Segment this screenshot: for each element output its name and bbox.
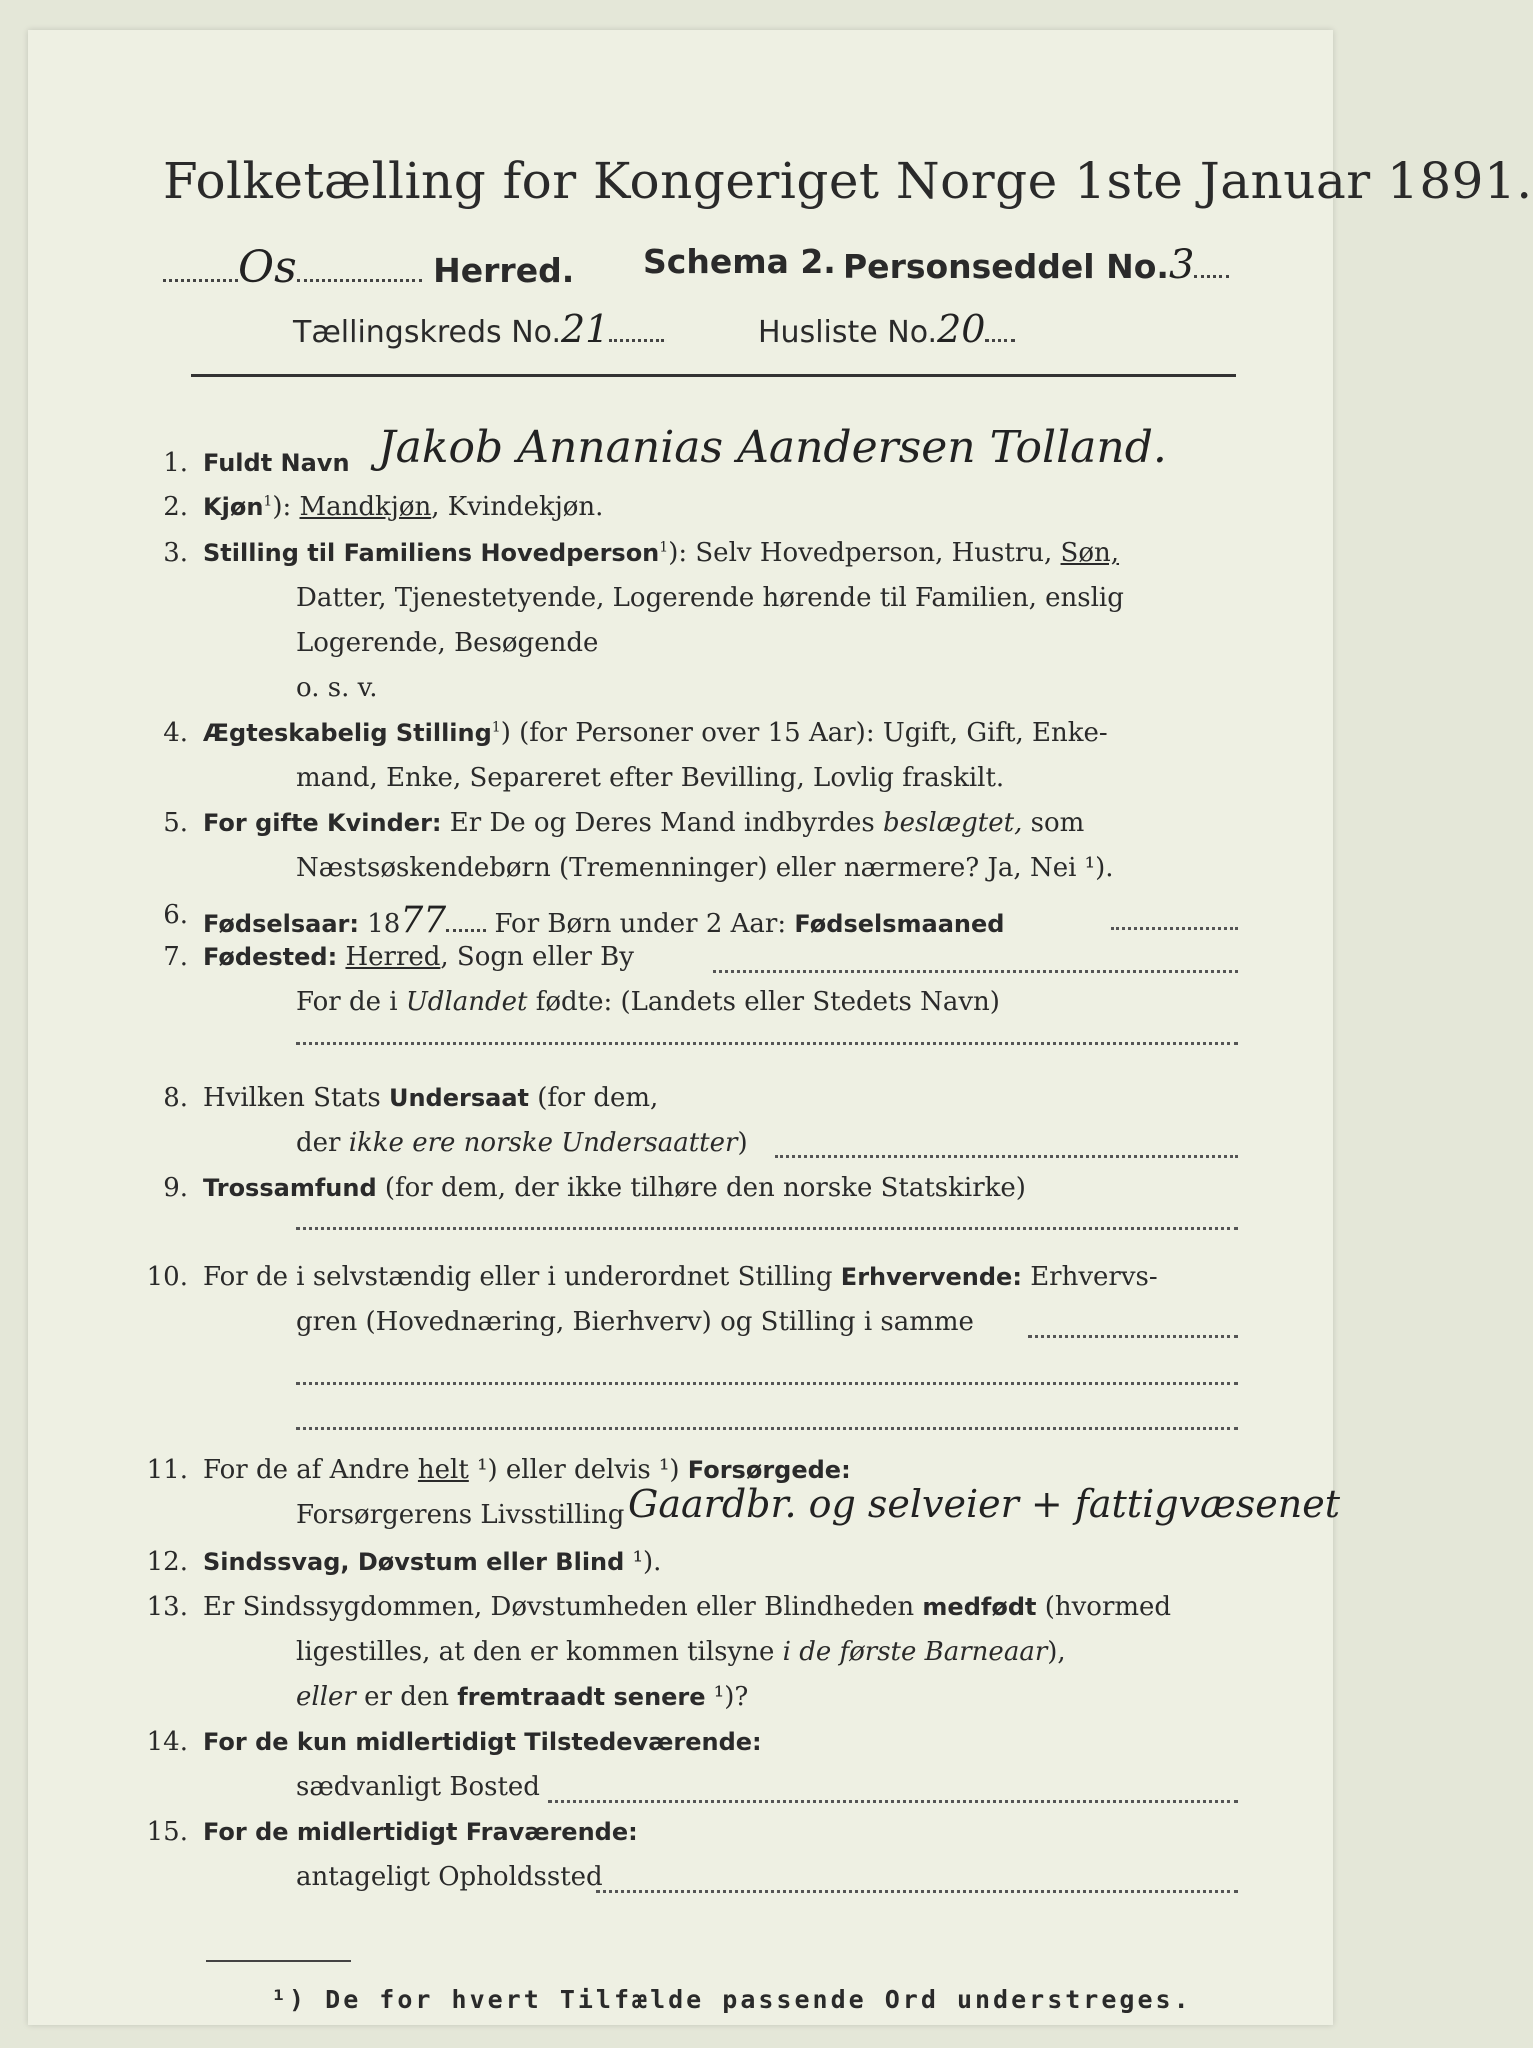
item-8-line1: Hvilken Stats Undersaat (for dem, (203, 1083, 659, 1113)
item-13-line1: Er Sindssygdommen, Døvstumheden eller Blindheden medfødt (hvormed (203, 1592, 1172, 1622)
item-14-label: For de kun midlertidigt Tilstedeværende: (203, 1728, 762, 1756)
item-number: 7. (163, 942, 188, 972)
item-number: 14. (146, 1727, 188, 1757)
item-number: 2. (163, 492, 188, 522)
item-5-line1: For gifte Kvinder: Er De og Deres Mand indbyrdes beslægtet, som (203, 808, 1085, 838)
item-number: 5. (163, 808, 188, 838)
item-12-text: Sindssvag, Døvstum eller Blind ¹). (203, 1547, 662, 1577)
item-number: 8. (163, 1083, 188, 1113)
son-selected: Søn, (1060, 538, 1120, 568)
item-13-line2: ligestilles, at den er kommen tilsyne i de første Barneaar), (296, 1637, 1066, 1667)
item-15-line2: antageligt Opholdssted (296, 1862, 603, 1892)
birth-month-line (1111, 927, 1238, 930)
residence-line (596, 1890, 1238, 1893)
footnote-rule (206, 1960, 351, 1962)
item-3-line3: Logerende, Besøgende (296, 628, 599, 658)
herred-label: Herred. (433, 251, 575, 290)
occupation-line-3 (296, 1427, 1238, 1430)
item-number: 12. (146, 1547, 188, 1577)
item-number: 6. (163, 900, 188, 930)
item-4-line2: mand, Enke, Separeret efter Bevilling, Lovlig fraskilt. (296, 763, 1005, 793)
item-5-line2: Næstsøskendebørn (Tremenninger) eller nærmere? Ja, Nei ¹). (296, 853, 1114, 883)
form-title: Folketælling for Kongeriget Norge 1ste Januar 1891. (163, 152, 1533, 210)
occupation-line-2 (296, 1382, 1238, 1385)
item-number: 13. (146, 1592, 188, 1622)
husliste-label: Husliste No. (758, 315, 938, 350)
kreds-value: 21 (561, 307, 610, 351)
item-15-label: For de midlertidigt Fraværende: (203, 1818, 638, 1846)
item-3-line4: o. s. v. (296, 673, 378, 703)
item-10-line2: gren (Hovednæring, Bierhverv) og Stilling i samme (296, 1307, 974, 1337)
item-11-line1: For de af Andre helt ¹) eller delvis ¹) Forsørgede: (203, 1455, 851, 1485)
item-3-line1: Stilling til Familiens Hovedperson$^1$): Selv Hovedperson, Hustru, Søn, (203, 538, 1120, 568)
personseddel-value: 3 (1168, 242, 1195, 288)
occupation-line-1 (1028, 1335, 1238, 1338)
husliste-line (758, 307, 1015, 351)
item-number: 11. (146, 1455, 188, 1485)
item-7-line2: For de i Udlandet fødte: (Landets eller Stedets Navn) (296, 987, 1000, 1017)
personseddel-label: Personseddel No. (843, 247, 1169, 286)
husliste-value: 20 (937, 307, 986, 351)
kreds-label: Tællingskreds No. (293, 315, 561, 350)
footnote: ¹) De for hvert Tilfælde passende Ord understreges. (271, 1985, 1192, 2014)
item-13-line3: eller er den fremtraadt senere ¹)? (296, 1682, 749, 1712)
nationality-line (775, 1155, 1238, 1158)
full-name-value: Jakob Annanias Aandersen Tolland. (378, 422, 1167, 473)
item-4-line1: Ægteskabelig Stilling$^1$) (for Personer over 15 Aar): Ugift, Gift, Enke- (203, 718, 1108, 748)
item-number: 3. (163, 538, 188, 568)
birth-year-value: 77 (400, 900, 447, 941)
item-11-line2: Forsørgerens Livsstilling (296, 1500, 625, 1530)
birthplace-line (713, 970, 1238, 973)
foreign-birthplace-line (296, 1042, 1238, 1045)
item-9-text: Trossamfund (for dem, der ikke tilhøre den norske Statskirke) (203, 1173, 1026, 1203)
item-number: 4. (163, 718, 188, 748)
kreds-line (293, 307, 664, 351)
herred-selected: Herred (345, 942, 441, 972)
usual-residence-line (548, 1800, 1238, 1803)
item-10-line1: For de i selvstændig eller i underordnet Stilling Erhvervende: Erhvervs- (203, 1262, 1158, 1292)
item-number: 15. (146, 1817, 188, 1847)
personseddel-line (843, 242, 1229, 288)
item-number: 9. (163, 1173, 188, 1203)
item-14-line2: sædvanligt Bosted (296, 1772, 540, 1802)
item-1-label: Fuldt Navn (203, 449, 350, 477)
schema-label: Schema 2. (643, 242, 836, 281)
provider-occupation-value: Gaardbr. og selveier + fattigvæsenet (628, 1482, 1340, 1526)
census-form (28, 30, 1533, 2025)
helt-selected: helt (417, 1455, 469, 1485)
herred-value: Os (238, 242, 297, 293)
header-rule (191, 374, 1236, 377)
item-number: 1. (163, 448, 188, 478)
item-6-text: Fødselsaar: 1877 For Børn under 2 Aar: Fødselsmaaned (203, 900, 1005, 941)
item-3-line2: Datter, Tjenestetyende, Logerende hørende til Familien, enslig (296, 583, 1124, 613)
item-7-line1: Fødested: Herred, Sogn eller By (203, 942, 634, 972)
item-number: 10. (146, 1262, 188, 1292)
item-8-line2: der ikke ere norske Undersaatter) (296, 1128, 748, 1158)
religion-line (296, 1227, 1238, 1230)
item-2-text: Kjøn$^1$): Mandkjøn, Kvindekjøn. (203, 492, 604, 522)
herred-line (163, 242, 574, 293)
mandkjon-selected: Mandkjøn (299, 492, 432, 522)
